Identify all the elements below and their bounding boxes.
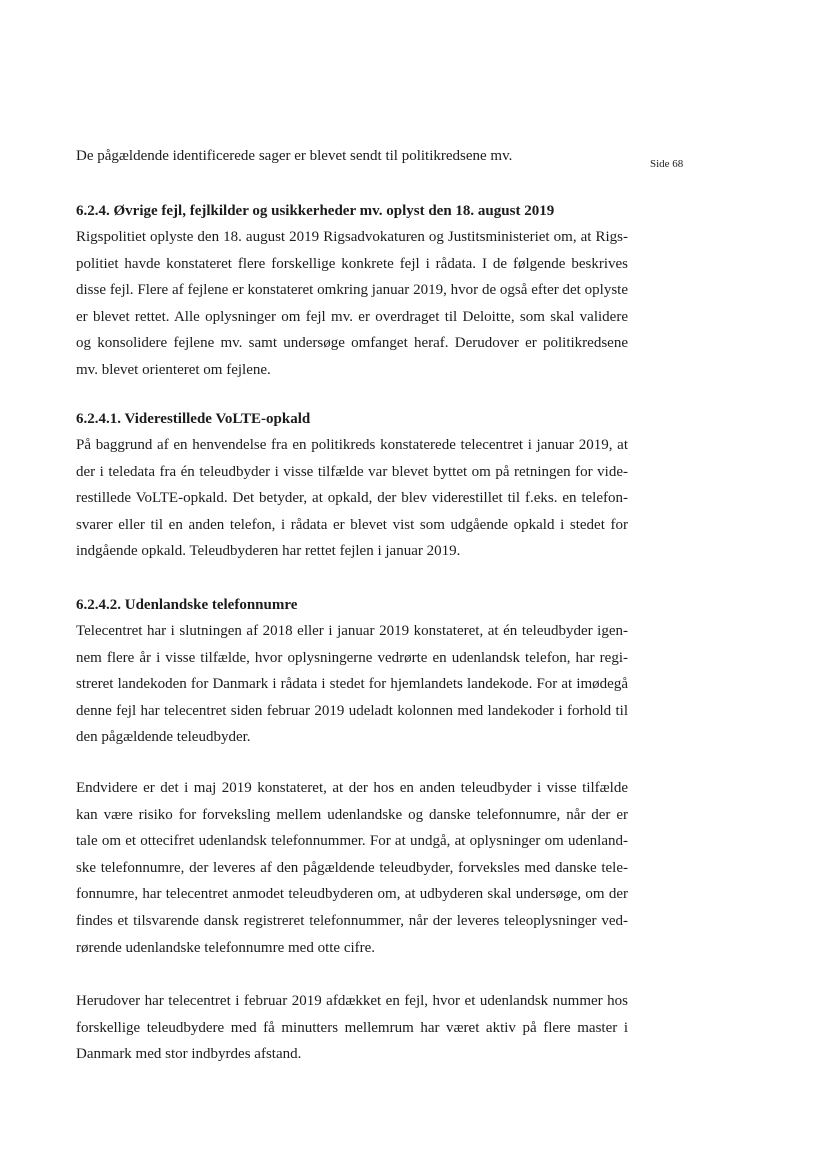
text-line: forskellige teleudbydere med få minutters mellemrum har været aktiv på flere master i xyxy=(76,1019,628,1036)
text-line: findes et tilsvarende dansk registreret telefonnummer, når der leveres teleoplysninger ved- xyxy=(76,912,628,929)
intro-paragraph xyxy=(76,143,628,170)
paragraph-master-error xyxy=(76,988,628,1068)
text-line: ske telefonnumre, der leveres af den pågældende teleudbyder, forveksles med danske tele- xyxy=(76,859,628,876)
text-line: disse fejl. Flere af fejlene er konstateret omkring januar 2019, hvor de også efter det oplyste xyxy=(76,282,628,299)
text-line: der i teledata fra én teleudbyder i visse tilfælde var blevet byttet om på retningen for vide- xyxy=(76,463,628,480)
text-line: er blevet rettet. Alle oplysninger om fejl mv. er overdraget til Deloitte, som skal validere xyxy=(76,308,628,325)
text-line: fonnumre, har telecentret anmodet teleudbyderen om, at udbyderen skal undersøge, om der xyxy=(76,886,628,903)
page-number: Side 68 xyxy=(650,158,684,170)
text-line: tale om et ottecifret udenlandsk telefonnummer. For at undgå, at oplysninger om udenland- xyxy=(76,833,628,850)
text-line: Rigspolitiet oplyste den 18. august 2019 Rigsadvokaturen og Justitsministeriet om, at Rigs- xyxy=(76,229,628,245)
text-line: restillede VoLTE-opkald. Det betyder, at opkald, der blev viderestillet til f.eks. en telefon- xyxy=(76,490,628,507)
text-line: streret landekoden for Danmark i rådata i stedet for hjemlandets landekode. For at imødegå xyxy=(76,676,628,693)
text-line: nem flere år i visse tilfælde, hvor oplysningerne vedrørte en udenlandsk telefon, har regi- xyxy=(76,649,628,666)
section-6-2-4-1 xyxy=(76,406,628,565)
section-heading: 6.2.4.2. Udenlandske telefonnumre xyxy=(76,597,298,613)
text-line: politiet havde konstateret flere forskellige konkrete fejl i rådata. I de følgende beskrives xyxy=(76,255,628,272)
text-line: kan være risiko for forveksling mellem udenlandske og danske telefonnumre, når der er xyxy=(76,806,628,823)
section-heading: 6.2.4.1. Viderestillede VoLTE-opkald xyxy=(76,411,311,427)
text-line: Endvidere er det i maj 2019 konstateret, at der hos en anden teleudbyder i visse tilfælde xyxy=(76,780,628,796)
text-line: indgående opkald. Teleudbyderen har rettet fejlen i januar 2019. xyxy=(76,543,461,560)
section-6-2-4-2 xyxy=(76,592,628,751)
text-line: denne fejl har telecentret siden februar 2019 udeladt kolonnen med landekoder i forhold til xyxy=(76,702,628,719)
text-line: mv. blevet orienteret om fejlene. xyxy=(76,361,271,378)
text-line: Danmark med stor indbyrdes afstand. xyxy=(76,1046,302,1063)
text-line: svarer eller til en anden telefon, i rådata er blevet vist som udgående opkald i stedet for xyxy=(76,516,628,533)
text-line: og konsolidere fejlene mv. samt undersøge omfanget heraf. Derudover er politikredsene xyxy=(76,335,628,352)
text-line: De pågældende identificerede sager er blevet sendt til politikredsene mv. xyxy=(76,148,513,164)
section-heading: 6.2.4. Øvrige fejl, fejlkilder og usikkerheder mv. oplyst den 18. august 2019 xyxy=(76,203,555,219)
text-line: Herudover har telecentret i februar 2019 afdækket en fejl, hvor et udenlandsk nummer hos xyxy=(76,993,628,1009)
text-line: På baggrund af en henvendelse fra en politikreds konstaterede telecentret i januar 2019, at xyxy=(76,437,628,453)
section-6-2-4 xyxy=(76,198,628,384)
text-line: rørende udenlandske telefonnumre med otte cifre. xyxy=(76,939,376,956)
paragraph-foreign-numbers xyxy=(76,775,628,961)
text-line: den pågældende teleudbyder. xyxy=(76,729,251,746)
text-line: Telecentret har i slutningen af 2018 eller i januar 2019 konstateret, at én teleudbyder igen- xyxy=(76,623,628,639)
